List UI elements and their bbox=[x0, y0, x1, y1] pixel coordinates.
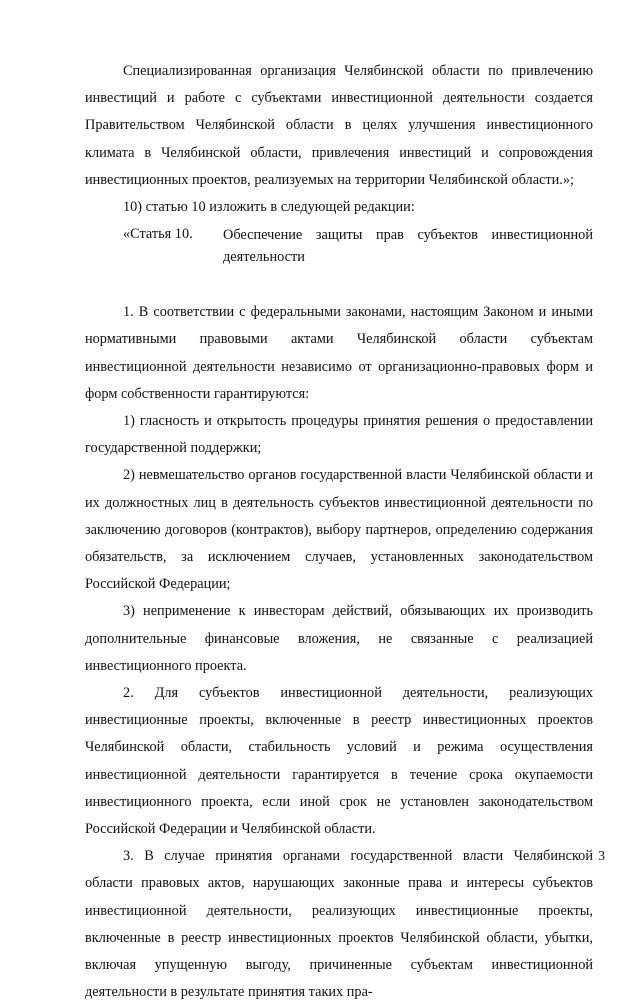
paragraph-guarantees-intro: 1. В соответствии с федеральными законами, настоящим Законом и иными нормативными правовыми актами Челябинской области субъектам инвестиционной деятельности независимо от организационно-правовых форм и форм собственности гарантируются: bbox=[85, 304, 593, 402]
section-spacer bbox=[85, 268, 593, 299]
article-title: Обеспечение защиты прав субъектов инвестиционной деятельности bbox=[223, 227, 593, 266]
paragraph-article-10-edit: 10) статью 10 изложить в следующей редакции: bbox=[123, 199, 415, 216]
paragraph-organization: Специализированная организация Челябинской области по привлечению инвестиций и работе с субъектами инвестиционной деятельности создается Правительством Челябинской области в целях улучшения инвестиционного климата в Челябинской области, привлечения инвестиций и сопровождения инвестиционных проектов, реализуемых на территории Челябинской области.»; bbox=[85, 63, 593, 188]
article-heading bbox=[123, 221, 593, 268]
document-body bbox=[85, 58, 593, 1007]
page-number: 3 bbox=[598, 848, 605, 863]
article-number: «Статья 10. bbox=[123, 226, 193, 243]
paragraph-section-3: 3. В случае принятия органами государственной власти Челябинской области правовых актов, нарушающих законные права и интересы субъектов инвестиционной деятельности, реализующих инвестиционные проекты, включенные в реестр инвестиционных проектов Челябинской области, убытки, включая упущенную выгоду, причиненные субъектам инвестиционной деятельности в результате принятия таких пра- bbox=[85, 848, 593, 1001]
paragraph-section-2: 2. Для субъектов инвестиционной деятельности, реализующих инвестиционные проекты, включенные в реестр инвестиционных проектов Челябинской области, стабильность условий и режима осуществления инвестиционной деятельности гарантируется в течение срока окупаемости инвестиционного проекта, если иной срок не установлен законодательством Российской Федерации и Челябинской области. bbox=[85, 685, 593, 838]
paragraph-item-3: 3) неприменение к инвесторам действий, обязывающих их производить дополнительные финансовые вложения, не связанные с реализацией инвестиционного проекта. bbox=[85, 603, 593, 674]
paragraph-item-1: 1) гласность и открытость процедуры принятия решения о предоставлении государственной поддержки; bbox=[85, 413, 593, 457]
paragraph-item-2: 2) невмешательство органов государственной власти Челябинской области и их должностных лиц в деятельность субъектов инвестиционной деятельности по заключению договоров (контрактов), выбору партнеров, определению содержания обязательств, за исключением случаев, установленных законодательством Российской Федерации; bbox=[85, 467, 593, 593]
